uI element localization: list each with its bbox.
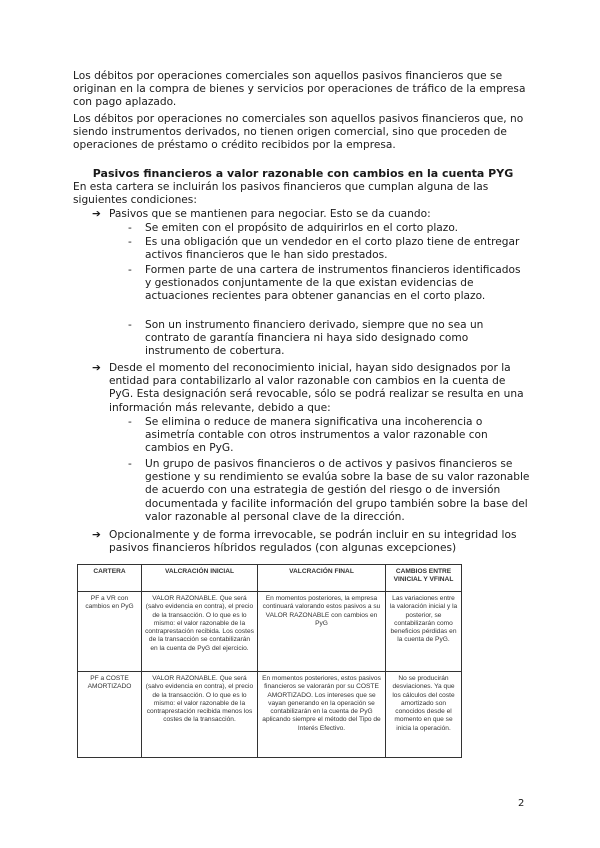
table-cell: En momentos posteriores, estos pasivos financieros se valorarán por su COSTE AMORTIZADO. Los intereses que se vayan generando en la operación se contabilizarán en la cuenta de PyG aplicando siempre el método del Tipo de Interés Efectivo. [258,672,386,758]
table-row [78,592,462,672]
table-cell: PF a COSTE AMORTIZADO [78,672,142,758]
sub-list-item [128,264,530,304]
table-cell: PF a VR con cambios en PyG [78,592,142,672]
table-cell: Las variaciones entre la valoración inicial y la posterior, se contabilizarán como beneficios pérdidas en la cuenta de PyG. [386,592,462,672]
list-item [92,208,532,221]
dash-bullet-icon: - [128,264,132,276]
sub-list-item [128,222,530,235]
sub-list-item-text: Se emiten con el propósito de adquirirlos en el corto plazo. [145,222,459,234]
paragraph-commercial-debits: Los débitos por operaciones comerciales son aquellos pasivos financieros que se originan en la compra de bienes y servicios por operaciones de tráfico de la empresa con pago aplazado. [73,70,526,109]
sub-list-item-text: Un grupo de pasivos financieros o de activos y pasivos financieros se gestione y su rendimiento se evalúa sobre la base de su valor razonable de acuerdo con una estrategia de gestión del riesgo o de inversión documentada y facilite información del grupo también sobre la base del valor razonable al personal clave de la dirección. [145,458,530,523]
list-item-text: Pasivos que se mantienen para negociar. Esto se da cuando: [109,208,431,220]
table-cell: VALOR RAZONABLE. Que será (salvo evidencia en contra), el precio de la transacción. O lo que es lo mismo: el valor razonable de la contraprestación recibida menos los costes de la transacción. [142,672,258,758]
section-lead: En esta cartera se incluirán los pasivos financieros que cumplan alguna de las siguientes condiciones: [73,181,489,207]
list-item [92,529,532,555]
page-number: 2 [518,798,525,809]
sub-list-item [128,458,530,524]
sub-list-item [128,416,530,456]
paragraph-non-commercial-debits: Los débitos por operaciones no comerciales son aquellos pasivos financieros que, no siendo instrumentos derivados, no tienen origen comercial, sino que proceden de operaciones de préstamo o crédito recibidos por la empresa. [73,113,524,152]
dash-bullet-icon: - [128,319,132,331]
sub-list-item-text: Formen parte de una cartera de instrumentos financieros identificados y gestionados conjuntamente de la que existan evidencias de actuaciones recientes para obtener ganancias en el corto plazo. [145,264,521,303]
table-cell: No se producirán desviaciones. Ya que los cálculos del coste amortizado son conocidos desde el momento en que se inicia la operación. [386,672,462,758]
dash-bullet-icon: - [128,236,132,248]
dash-bullet-icon: - [128,458,132,470]
list-item-text: Desde el momento del reconocimiento inicial, hayan sido designados por la entidad para contabilizarlo al valor razonable con cambios en la cuenta de PyG. Esta designación será revocable, sólo se podrá realizar se resulta en una información más relevante, debido a que: [109,362,524,414]
dash-bullet-icon: - [128,416,132,428]
column-header: CAMBIOS ENTRE VINICIAL Y VFINAL [386,565,462,592]
valuation-table [77,564,462,758]
table-header-row [78,565,462,592]
arrow-bullet-icon: ➔ [92,208,101,220]
dash-bullet-icon: - [128,222,132,234]
table-row [78,672,462,758]
arrow-bullet-icon: ➔ [92,529,101,541]
list-item [92,362,532,415]
sub-list-item [128,319,530,359]
list-item-text: Opcionalmente y de forma irrevocable, se podrán incluir en su integridad los pasivos financieros híbridos regulados (con algunas excepciones) [109,529,517,555]
table-cell: VALOR RAZONABLE. Que será (salvo evidencia en contra), el precio de la transacción. O lo que es lo mismo: el valor razonable de la contraprestación recibida. Los costes de la transacción se contabilizarán en la cuenta de PyG del ejercicio. [142,592,258,672]
arrow-bullet-icon: ➔ [92,362,101,374]
section-title: Pasivos financieros a valor razonable con cambios en la cuenta PYG [92,167,514,180]
column-header: VALCRACIÓN FINAL [258,565,386,592]
column-header: CARTERA [78,565,142,592]
sub-list-item [128,236,530,262]
sub-list-item-text: Son un instrumento financiero derivado, siempre que no sea un contrato de garantía financiera ni haya sido designado como instrumento de cobertura. [145,319,484,358]
table-cell: En momentos posteriores, la empresa continuará valorando estos pasivos a su VALOR RAZONABLE con cambios en PyG [258,592,386,672]
sub-list-item-text: Es una obligación que un vendedor en el corto plazo tiene de entregar activos financieros que le han sido prestados. [145,236,520,262]
sub-list-item-text: Se elimina o reduce de manera significativa una incoherencia o asimetría contable con otros instrumentos a valor razonable con cambios en PyG. [145,416,488,455]
column-header: VALCRACIÓN INICIAL [142,565,258,592]
